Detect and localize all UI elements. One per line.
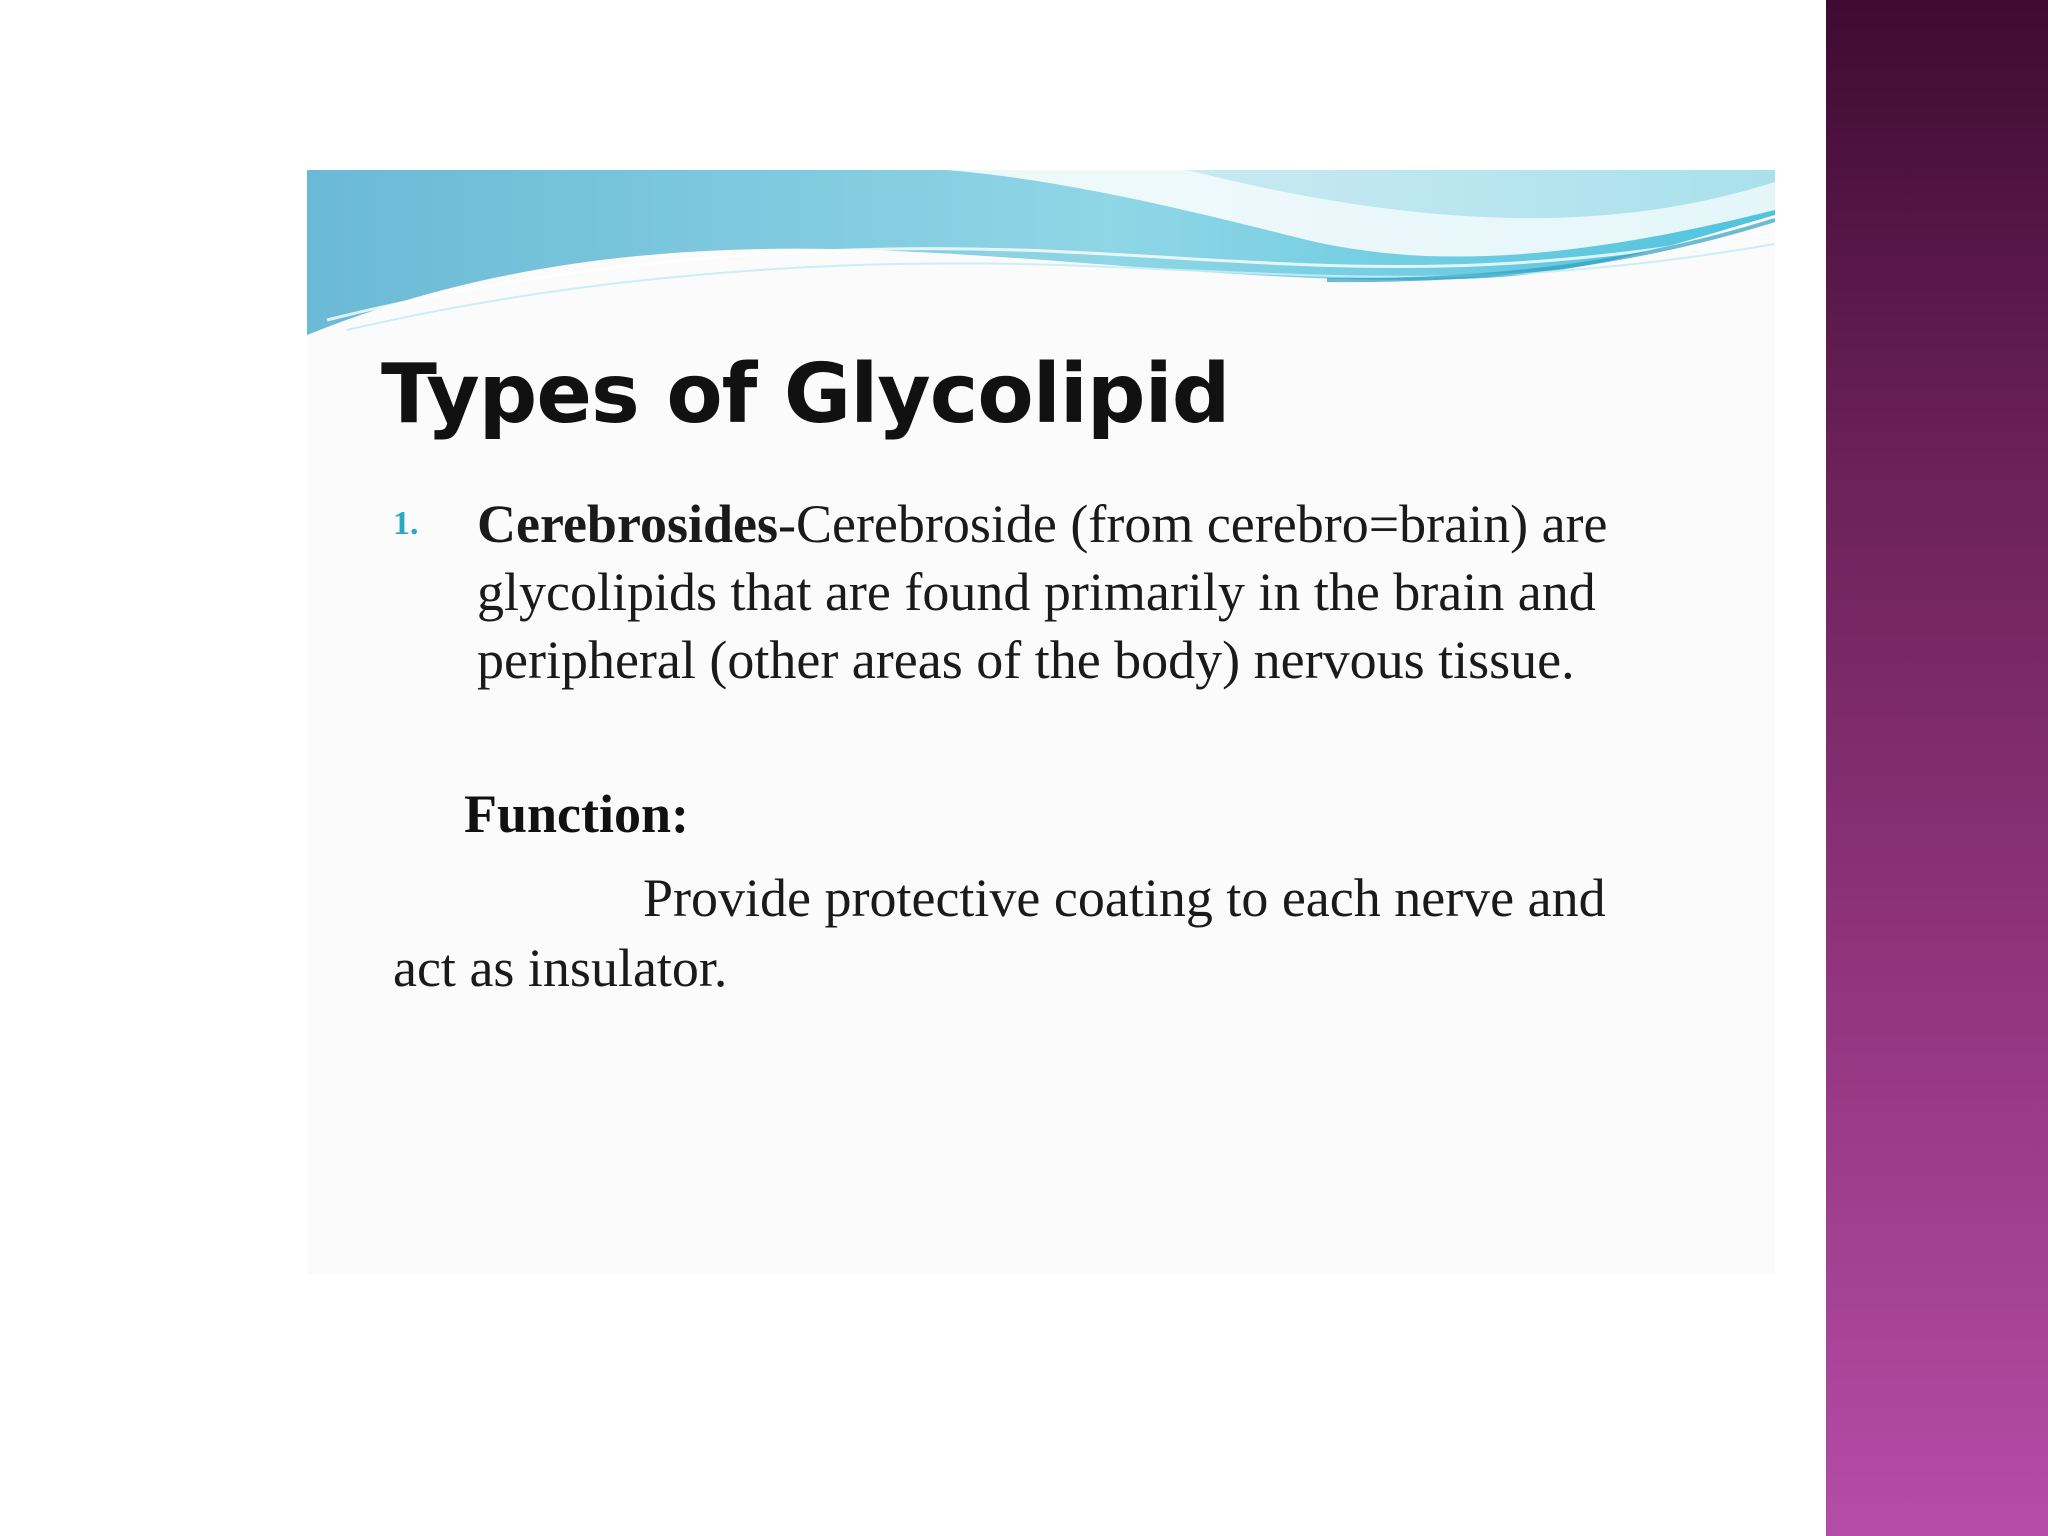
- side-decoration-band: [1826, 0, 2048, 1536]
- list-item-number: 1.: [393, 505, 419, 542]
- slide-content: [307, 170, 1775, 1274]
- list-item-description: -Cerebroside (from cerebro=brain) are glycolipids that are found primarily in the brain and peripheral (other areas of the body) nervous tissue.: [477, 494, 1608, 690]
- function-label: Function:: [464, 784, 690, 844]
- function-text: Provide protective coating to each nerve and act as insulator.: [393, 868, 1606, 998]
- slide-title: Types of Glycolipid: [381, 347, 1230, 442]
- list-item: [393, 490, 1713, 694]
- glycolipid-type-list: [393, 490, 1713, 694]
- wave-header-decoration: [307, 170, 1775, 350]
- list-item-term: Cerebrosides: [477, 494, 778, 554]
